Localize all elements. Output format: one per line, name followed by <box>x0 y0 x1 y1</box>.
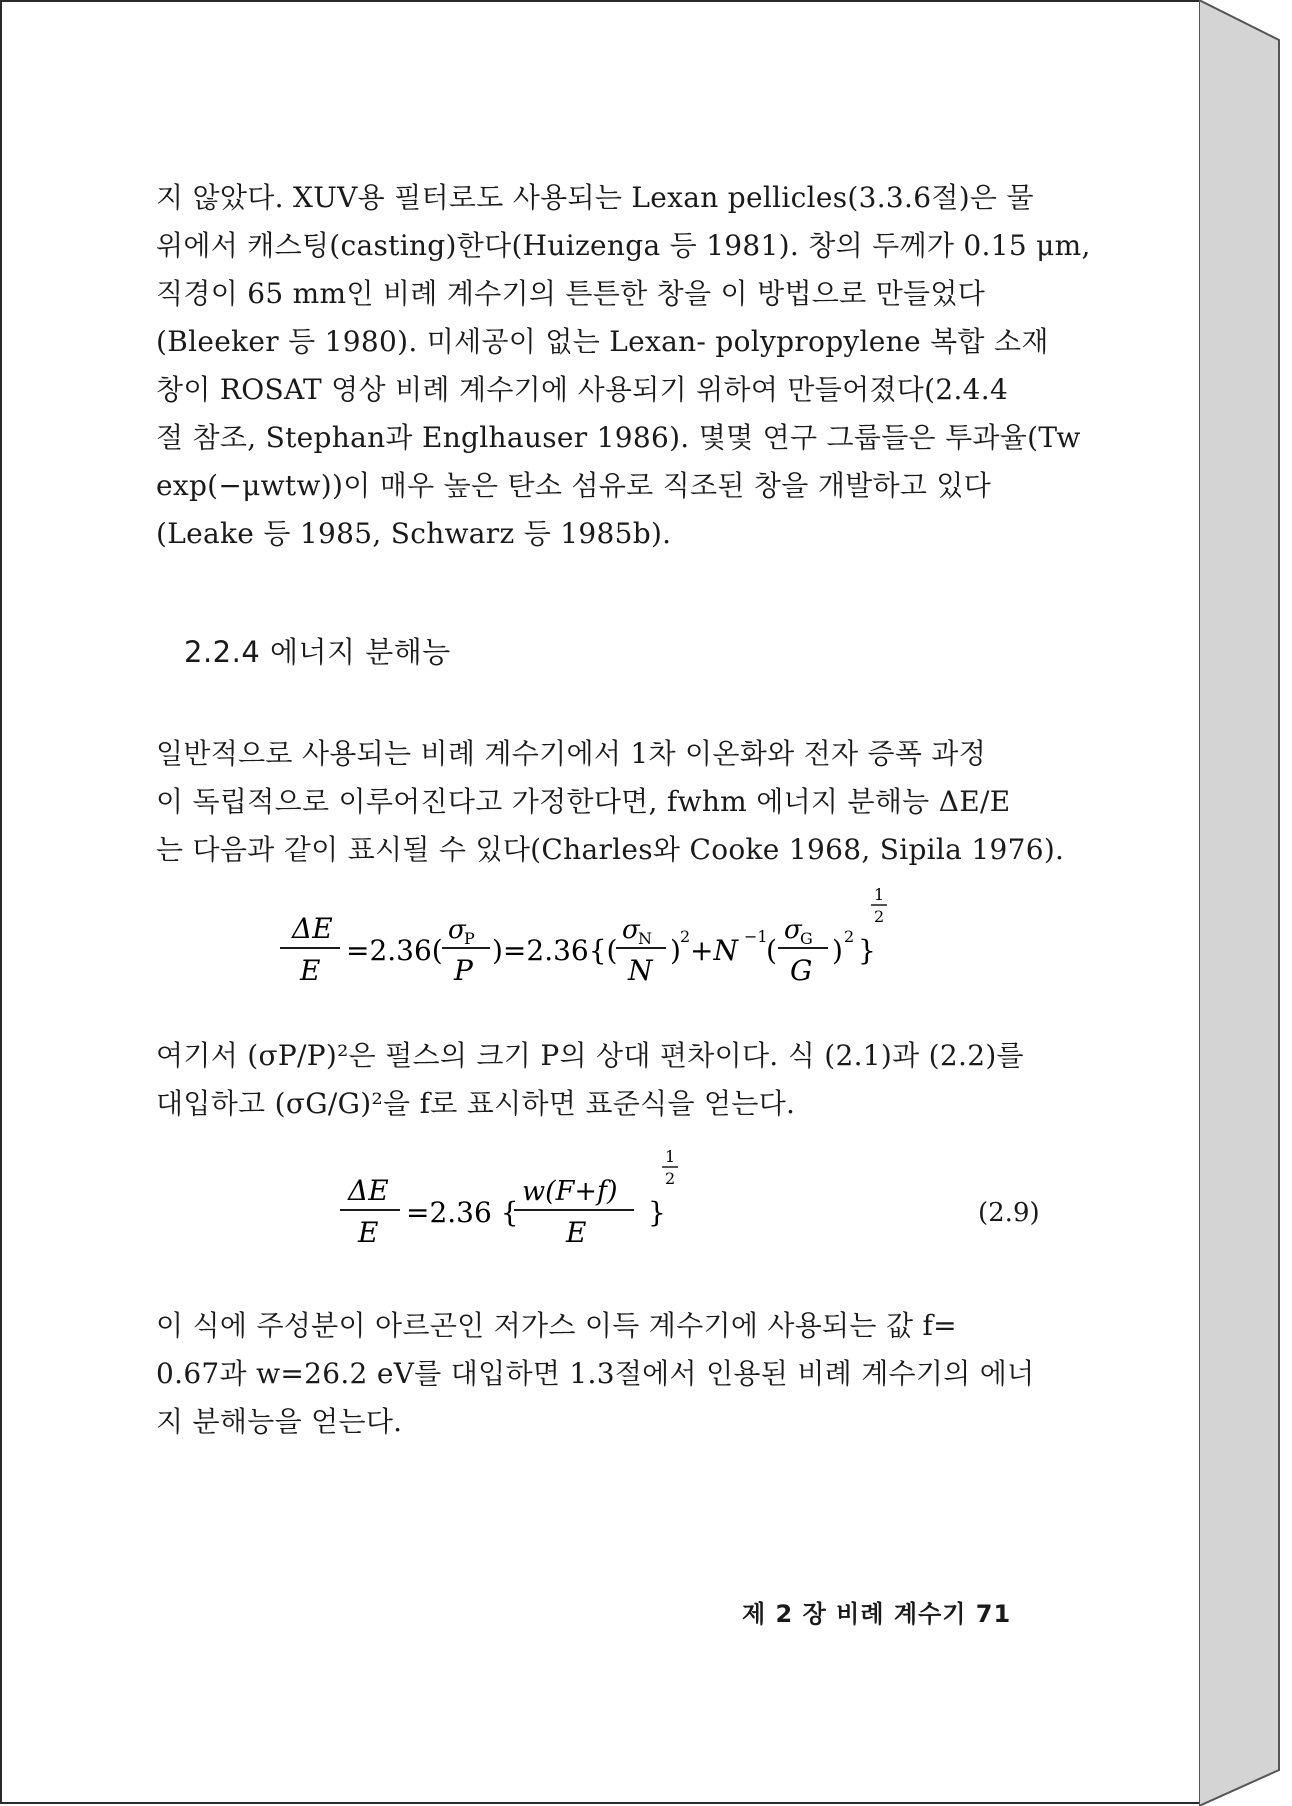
eq1-exponent-2b: 2 <box>844 927 855 946</box>
text-line: 위에서 캐스팅(casting)한다(Huizenga 등 1981). 창의 두께가 0.15 μm, <box>156 229 1091 262</box>
eq1-square-close-2: ) <box>832 934 843 967</box>
eq1-middle: )=2.36{( <box>492 934 618 967</box>
eq1-sigma-n: σ <box>622 915 640 945</box>
text-line: exp(−μwtw))이 매우 높은 탄소 섬유로 직조된 창을 개발하고 있다 <box>156 469 992 502</box>
text-line: 대입하고 (σG/G)²을 f로 표시하면 표준식을 얻는다. <box>156 1087 796 1120</box>
eq1-lhs-denominator: E <box>300 954 321 987</box>
section-heading: 2.2.4 에너지 분해능 <box>184 635 451 669</box>
eq1-power-numerator: 1 <box>874 885 885 904</box>
eq1-sub-n: N <box>638 929 652 948</box>
eq1-inverse: −1 <box>744 927 768 946</box>
text-line: 일반적으로 사용되는 비례 계수기에서 1차 이온화와 전자 증폭 과정 <box>156 737 987 770</box>
text-line: 창이 ROSAT 영상 비례 계수기에 사용되기 위하여 만들어졌다(2.4.4 <box>156 373 1009 406</box>
text-line: 이 식에 주성분이 아르곤인 저가스 이득 계수기에 사용되는 값 f= <box>156 1309 957 1342</box>
eq2-rhs-numerator: w(F+f) <box>522 1176 618 1207</box>
eq1-den-p: P <box>454 954 473 987</box>
equation-number: (2.9) <box>978 1198 1040 1228</box>
eq1-plus-n: +N <box>690 934 738 967</box>
paragraph-argon-counter <box>156 1302 1036 1446</box>
text-line: 0.67과 w=26.2 eV를 대입하면 1.3절에서 인용된 비례 계수기의 에너 <box>156 1357 1035 1390</box>
text-line: 직경이 65 mm인 비례 계수기의 튼튼한 창을 이 방법으로 만들었다 <box>156 277 986 310</box>
eq1-close-brace: } <box>858 934 876 967</box>
eq2-power-denominator: 2 <box>665 1169 676 1188</box>
eq1-den-g: G <box>790 954 813 987</box>
paragraph-relative-deviation <box>156 1032 1036 1128</box>
eq2-close-brace: } <box>648 1196 666 1229</box>
text-line: 지 않았다. XUV용 필터로도 사용되는 Lexan pellicles(3.3.6절)은 물 <box>156 181 1034 214</box>
text-line: 여기서 (σP/P)²은 펄스의 크기 P의 상대 편차이다. 식 (2.1)과 (2.2)를 <box>156 1039 1024 1072</box>
page-footer: 제 2 장 비례 계수기 71 <box>742 1600 1012 1628</box>
equation-standard-resolution <box>336 1140 696 1270</box>
eq1-exponent-2: 2 <box>680 927 691 946</box>
text-line: 이 독립적으로 이루어진다고 가정한다면, fwhm 에너지 분해능 ΔE/E <box>156 785 1011 818</box>
eq2-lhs-denominator: E <box>358 1216 379 1249</box>
eq2-coefficient: =2.36 { <box>406 1196 519 1229</box>
eq2-lhs-numerator: ΔE <box>348 1174 389 1207</box>
eq1-coefficient: =2.36( <box>346 934 443 967</box>
equation-fwhm-resolution <box>270 880 910 1010</box>
eq1-sub-p: P <box>464 929 475 948</box>
eq1-sigma-p: σ <box>448 915 466 945</box>
eq1-sigma-g: σ <box>784 915 802 945</box>
eq1-lhs-numerator: ΔE <box>292 912 333 945</box>
eq2-rhs-denominator: E <box>566 1216 587 1249</box>
text-line: (Leake 등 1985, Schwarz 등 1985b). <box>156 517 672 550</box>
eq1-open-paren: ( <box>766 934 777 967</box>
eq1-den-n: N <box>628 954 653 987</box>
eq1-sub-g: G <box>800 929 813 948</box>
text-line: 지 분해능을 얻는다. <box>156 1405 403 1438</box>
eq2-power-numerator: 1 <box>665 1147 676 1166</box>
eq1-square-close: ) <box>670 934 681 967</box>
book-spine-edge <box>1199 0 1292 1806</box>
text-line: 는 다음과 같이 표시될 수 있다(Charles와 Cooke 1968, Sipila 1976). <box>156 833 1065 866</box>
paragraph-window-materials <box>156 174 1091 558</box>
paragraph-energy-resolution-intro <box>156 730 1065 874</box>
text-line: 절 참조, Stephan과 Englhauser 1986). 몇몇 연구 그룹들은 투과율(Tw <box>156 421 1081 454</box>
eq1-power-denominator: 2 <box>874 907 885 926</box>
text-line: (Bleeker 등 1980). 미세공이 없는 Lexan- polypropylene 복합 소재 <box>156 325 1049 358</box>
